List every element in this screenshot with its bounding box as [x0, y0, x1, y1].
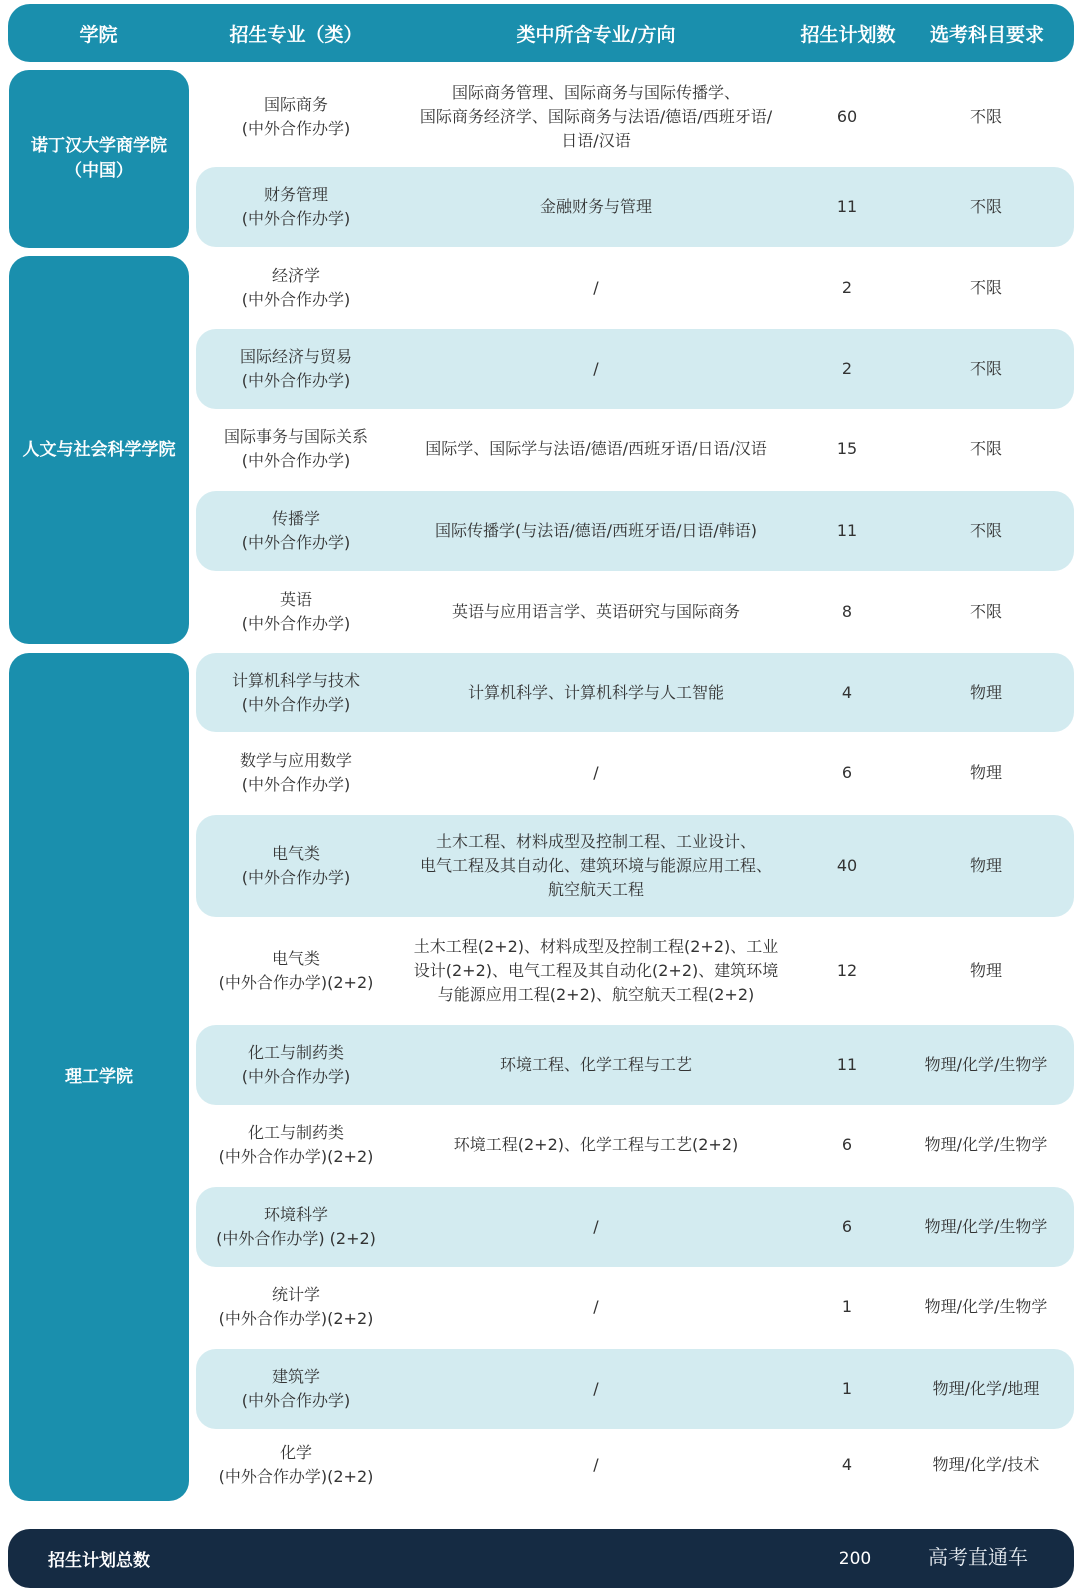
school-business — [9, 70, 189, 248]
major-cell: 国际经济与贸易 (中外合作办学) — [239, 347, 352, 390]
total-label: 招生计划总数 — [48, 1551, 150, 1571]
subjects-cell: 不限 — [969, 601, 1002, 621]
directions-cell: 金融财务与管理 — [539, 197, 652, 216]
plan-cell: 11 — [836, 521, 858, 540]
watermark: 高考直通车 — [928, 1544, 1028, 1569]
plan-cell: 2 — [841, 277, 853, 297]
table-row — [196, 653, 1074, 732]
table-row — [196, 573, 1074, 650]
table-row — [196, 70, 1074, 163]
directions-cell: / — [593, 359, 599, 378]
plan-cell: 11 — [836, 1055, 858, 1074]
table-row — [196, 1187, 1074, 1267]
major-cell: 数学与应用数学 (中外合作办学) — [239, 751, 352, 794]
directions-cell: 国际商务管理、国际商务与国际传播学、 国际商务经济学、国际商务与法语/德语/西班牙语/ 日语/汉语 — [419, 82, 773, 150]
subjects-cell: 物理/化学/生物学 — [924, 1055, 1048, 1074]
table-footer — [8, 1529, 1074, 1588]
subjects-cell: 物理/化学/生物学 — [924, 1135, 1048, 1154]
table-row — [196, 1106, 1074, 1184]
directions-cell: 土木工程(2+2)、材料成型及控制工程(2+2)、工业 设计(2+2)、电气工程及其自动化(2+2)、建筑环境 与能源应用工程(2+2)、航空航天工程(2+2) — [413, 937, 779, 1004]
table-row — [196, 920, 1074, 1022]
directions-cell: / — [593, 1297, 599, 1316]
subjects-cell: 物理/化学/生物学 — [924, 1297, 1048, 1316]
school-science-engineering — [9, 653, 189, 1501]
plan-cell: 1 — [841, 1379, 853, 1398]
subjects-cell: 不限 — [969, 359, 1002, 378]
subjects-cell: 物理/化学/技术 — [932, 1455, 1040, 1474]
directions-cell: 土木工程、材料成型及控制工程、工业设计、 电气工程及其自动化、建筑环境与能源应用工程、 航空航天工程 — [419, 832, 772, 899]
directions-cell: 环境工程(2+2)、化学工程与工艺(2+2) — [453, 1135, 739, 1154]
plan-cell: 12 — [836, 961, 858, 980]
major-cell: 电气类 (中外合作办学) — [241, 844, 351, 887]
plan-cell: 1 — [841, 1297, 853, 1316]
directions-cell: / — [593, 1455, 599, 1474]
subjects-cell: 物理 — [969, 961, 1002, 980]
plan-cell: 4 — [841, 1455, 853, 1474]
plan-cell: 6 — [841, 1217, 853, 1236]
table-row — [196, 491, 1074, 571]
table-row — [196, 167, 1074, 247]
table-row — [196, 1025, 1074, 1105]
header-major: 招生专业（类） — [229, 23, 363, 46]
subjects-cell: 不限 — [969, 197, 1002, 216]
header-school: 学院 — [79, 23, 118, 46]
major-cell: 统计学 (中外合作办学)(2+2) — [218, 1285, 374, 1328]
school-name: 理工学院 — [65, 1066, 133, 1087]
major-cell: 环境科学 (中外合作办学) (2+2) — [216, 1205, 376, 1248]
table-row — [196, 815, 1074, 917]
directions-cell: / — [593, 763, 599, 782]
plan-cell: 8 — [841, 601, 853, 621]
table-row — [196, 329, 1074, 409]
subjects-cell: 物理/化学/地理 — [932, 1379, 1040, 1398]
table-row — [196, 410, 1074, 488]
subjects-cell: 物理/化学/生物学 — [924, 1217, 1048, 1236]
major-cell: 经济学 (中外合作办学) — [241, 265, 351, 309]
subjects-cell: 物理 — [969, 682, 1002, 702]
major-cell: 建筑学 (中外合作办学) — [241, 1367, 351, 1410]
major-cell: 电气类 (中外合作办学)(2+2) — [218, 949, 374, 992]
plan-cell: 6 — [841, 1135, 853, 1154]
school-name: 诺丁汉大学商学院 （中国） — [31, 136, 167, 181]
subjects-cell: 物理 — [969, 856, 1002, 875]
major-cell: 传播学 (中外合作办学) — [241, 509, 351, 552]
plan-cell: 15 — [836, 439, 858, 458]
plan-cell: 40 — [836, 856, 858, 875]
plan-cell: 60 — [836, 106, 858, 126]
school-humanities — [9, 256, 189, 644]
plan-cell: 4 — [841, 682, 853, 702]
directions-cell: 环境工程、化学工程与工艺 — [499, 1055, 692, 1074]
directions-cell: 计算机科学、计算机科学与人工智能 — [467, 682, 724, 702]
major-cell: 国际商务 (中外合作办学) — [241, 94, 351, 138]
plan-cell: 2 — [841, 359, 853, 378]
directions-cell: 国际传播学(与法语/德语/西班牙语/日语/韩语) — [434, 521, 758, 540]
major-cell: 计算机科学与技术 (中外合作办学) — [231, 670, 360, 714]
header-directions: 类中所含专业/方向 — [516, 23, 676, 46]
school-name: 人文与社会科学学院 — [22, 439, 176, 460]
major-cell: 财务管理 (中外合作办学) — [241, 185, 351, 228]
major-cell: 国际事务与国际关系 (中外合作办学) — [223, 427, 368, 470]
major-cell: 化工与制药类 (中外合作办学) — [241, 1043, 351, 1086]
table-row — [196, 1268, 1074, 1346]
table-row — [196, 1430, 1074, 1500]
plan-cell: 11 — [836, 197, 858, 216]
directions-cell: / — [593, 1379, 599, 1398]
directions-cell: / — [593, 1217, 599, 1236]
directions-cell: 国际学、国际学与法语/德语/西班牙语/日语/汉语 — [425, 439, 767, 458]
header-plan: 招生计划数 — [800, 23, 896, 46]
plan-cell: 6 — [841, 763, 853, 782]
table-row — [196, 1349, 1074, 1429]
subjects-cell: 不限 — [969, 277, 1002, 297]
table-row — [196, 734, 1074, 812]
subjects-cell: 不限 — [969, 106, 1002, 126]
directions-cell: 英语与应用语言学、英语研究与国际商务 — [451, 601, 740, 621]
table-header — [8, 4, 1074, 62]
major-cell: 化学 (中外合作办学)(2+2) — [218, 1443, 374, 1486]
subjects-cell: 不限 — [969, 439, 1002, 458]
major-cell: 英语 (中外合作办学) — [241, 589, 351, 633]
table-row — [196, 249, 1074, 326]
total-value: 200 — [838, 1548, 872, 1569]
subjects-cell: 物理 — [969, 763, 1002, 782]
subjects-cell: 不限 — [969, 521, 1002, 540]
directions-cell: / — [593, 277, 599, 297]
header-subjects: 选考科目要求 — [929, 23, 1044, 46]
major-cell: 化工与制药类 (中外合作办学)(2+2) — [218, 1123, 374, 1166]
